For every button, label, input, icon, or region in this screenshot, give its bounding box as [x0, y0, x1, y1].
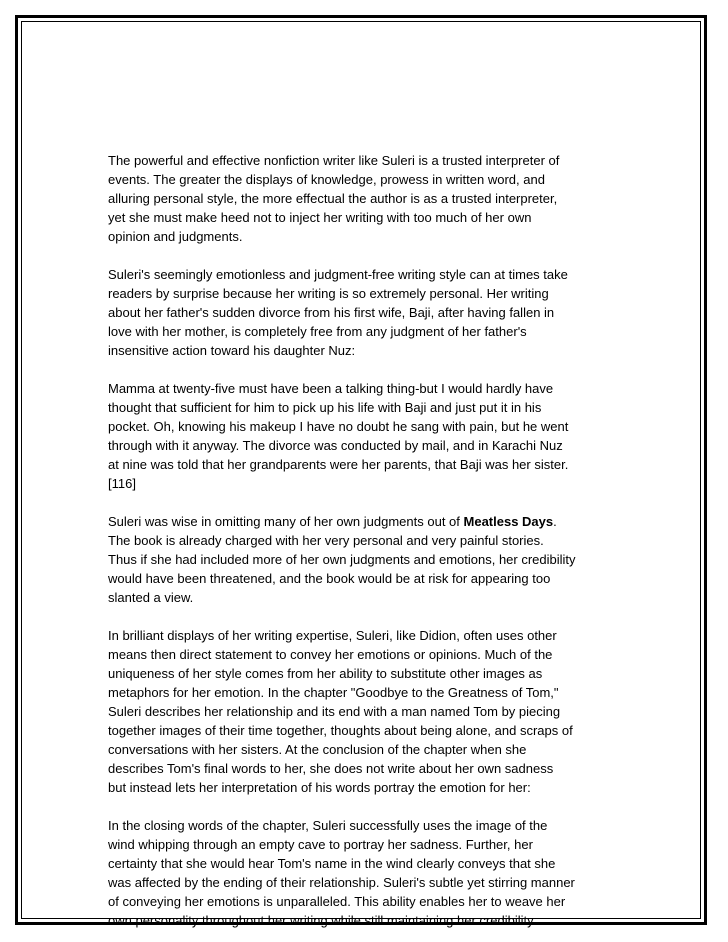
paragraph-metaphors: In brilliant displays of her writing expertise, Suleri, like Didion, often uses other means then direct statement to convey her emotions or opinions. Much of the uniqueness of her style comes from her ability to substitute other images as metaphors for her emotion. In the chapter "Goodbye to the Greatness of Tom," Suleri describes her relationship and its end with a man named Tom by piecing together images of their time together, thoughts about being alone, and scraps of conversations with her sisters. At the conclusion of the chapter when she describes Tom's final words to her, she does not write about her own sadness but instead lets her interpretation of his words portray the emotion for her: — [108, 628, 573, 795]
paragraph-intro: The powerful and effective nonfiction writer like Suleri is a trusted interpreter of events. The greater the displays of knowledge, prowess in written word, and alluring personal style, the more effectual the author is as a trusted interpreter, yet she must make heed not to inject her writing with too much of her own opinion and judgments. — [108, 153, 560, 244]
paragraph-text: . The book is already charged with her very personal and very painful stories. Thus if she had included more of her own judgments and emotions, her credibility would have been threatened, and the book would be at risk for appearing too slanted a view. — [108, 514, 576, 605]
document-body — [108, 151, 628, 930]
paragraph-writing-style: Suleri's seemingly emotionless and judgment-free writing style can at times take readers by surprise because her writing is so extremely personal. Her writing about her father's sudden divorce from his first wife, Baji, after having fallen in love with her mother, is completely free from any judgment of her father's insensitive action toward his daughter Nuz: — [108, 267, 568, 358]
paragraph-conclusion: In the closing words of the chapter, Suleri successfully uses the image of the wind whipping through an empty cave to portray her sadness. Further, her certainty that she would hear Tom's name in the wind clearly conveys that she was affected by the ending of their relationship. Suleri's subtle yet stirring manner of conveying her emotions is unparalleled. This ability enables her to weave her own personality throughout her writing while still maintaining her credibility. — [108, 818, 575, 928]
paragraph-quotation: Mamma at twenty-five must have been a talking thing-but I would hardly have thought that sufficient for him to pick up his life with Baji and just put it in his pocket. Oh, knowing his makeup I have no doubt he sang with pain, but he went through with it anyway. The divorce was conducted by mail, and in Karachi Nuz at nine was told that her grandparents were her parents, that Baji was her sister. [116] — [108, 381, 569, 491]
book-title: Meatless Days — [463, 514, 554, 529]
paragraph-text: Suleri was wise in omitting many of her own judgments out of — [108, 514, 464, 529]
paragraph-meatless-days — [108, 512, 628, 607]
